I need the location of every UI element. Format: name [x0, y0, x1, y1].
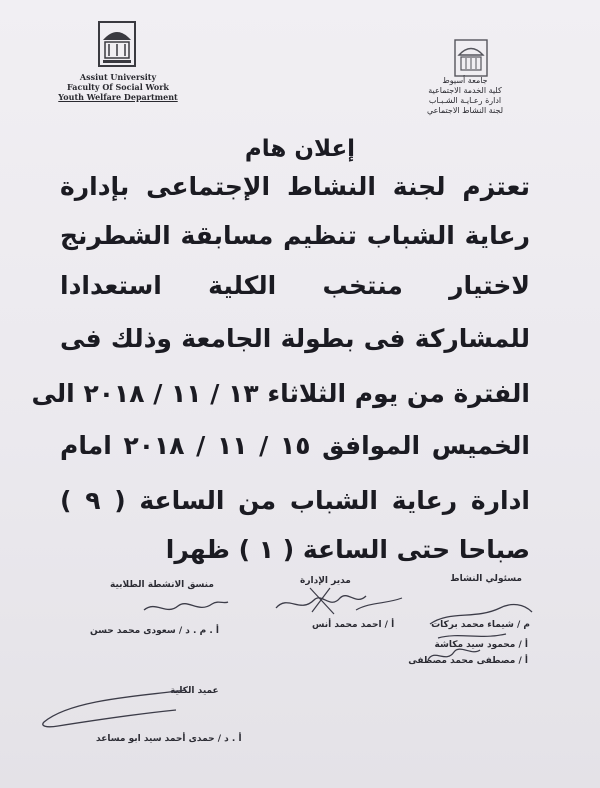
header-en-line: Youth Welfare Department: [58, 92, 178, 102]
header-ar-line: لجنة النشاط الاجتماعي: [426, 106, 504, 115]
director-role-label: مدير الإدارة: [300, 576, 351, 586]
header-arabic: [416, 76, 514, 116]
faculty-emblem-icon: [452, 38, 490, 78]
announcement-title: إعلان هام: [244, 136, 356, 162]
university-emblem-icon: [96, 20, 138, 68]
dean-signature: [36, 684, 196, 740]
coordinator-role-label: منسق الانشطة الطلابية: [110, 580, 214, 590]
activity-name: أ / مصطفى محمد مصطفى: [408, 656, 528, 666]
header-ar-line: ادارة رعـايـة الشـبـاب: [428, 96, 502, 105]
header-ar-line: كلية الخدمة الاجتماعية: [428, 86, 502, 95]
activity-signature: [420, 590, 540, 670]
director-signature: [270, 580, 410, 620]
header-en-line: Faculty Of Social Work: [67, 82, 169, 92]
header-english: [58, 72, 178, 102]
coordinator-name: أ . م . د / سعودى محمد حسن: [90, 626, 219, 636]
dean-role-label: عميد الكلية: [170, 686, 219, 696]
dean-name: أ . د / حمدى أحمد سيد ابو مساعد: [96, 734, 242, 744]
activity-name: م / شيماء محمد بركات: [431, 620, 530, 630]
activity-name: أ / محمود سيد مكاشة: [434, 640, 528, 650]
announcement-line: ادارة رعاية الشباب من الساعة ( ٩ ): [60, 486, 531, 515]
announcement-line: لاختيار منتخب الكلية استعدادا: [60, 271, 530, 300]
announcement-line: رعاية الشباب تنظيم مسابقة الشطرنج: [60, 221, 530, 250]
announcement-line: للمشاركة فى بطولة الجامعة وذلك فى: [60, 324, 530, 353]
announcement-line: تعتزم لجنة النشاط الإجتماعى بإدارة: [60, 172, 530, 201]
director-name: أ / احمد محمد أنس: [312, 620, 395, 630]
header-en-line: Assiut University: [79, 72, 157, 82]
activity-role-label: مسئولي النشاط: [450, 574, 522, 584]
announcement-line: الخميس الموافق ١٥ / ١١ / ٢٠١٨ امام: [60, 431, 530, 460]
announcement-line: صباحا حتى الساعة ( ١ ) ظهرا: [165, 535, 530, 564]
header-ar-line: جامعة أسيوط: [442, 76, 488, 85]
announcement-line: الفترة من يوم الثلاثاء ١٣ / ١١ / ٢٠١٨ الى: [31, 379, 530, 408]
coordinator-signature: [140, 596, 230, 620]
